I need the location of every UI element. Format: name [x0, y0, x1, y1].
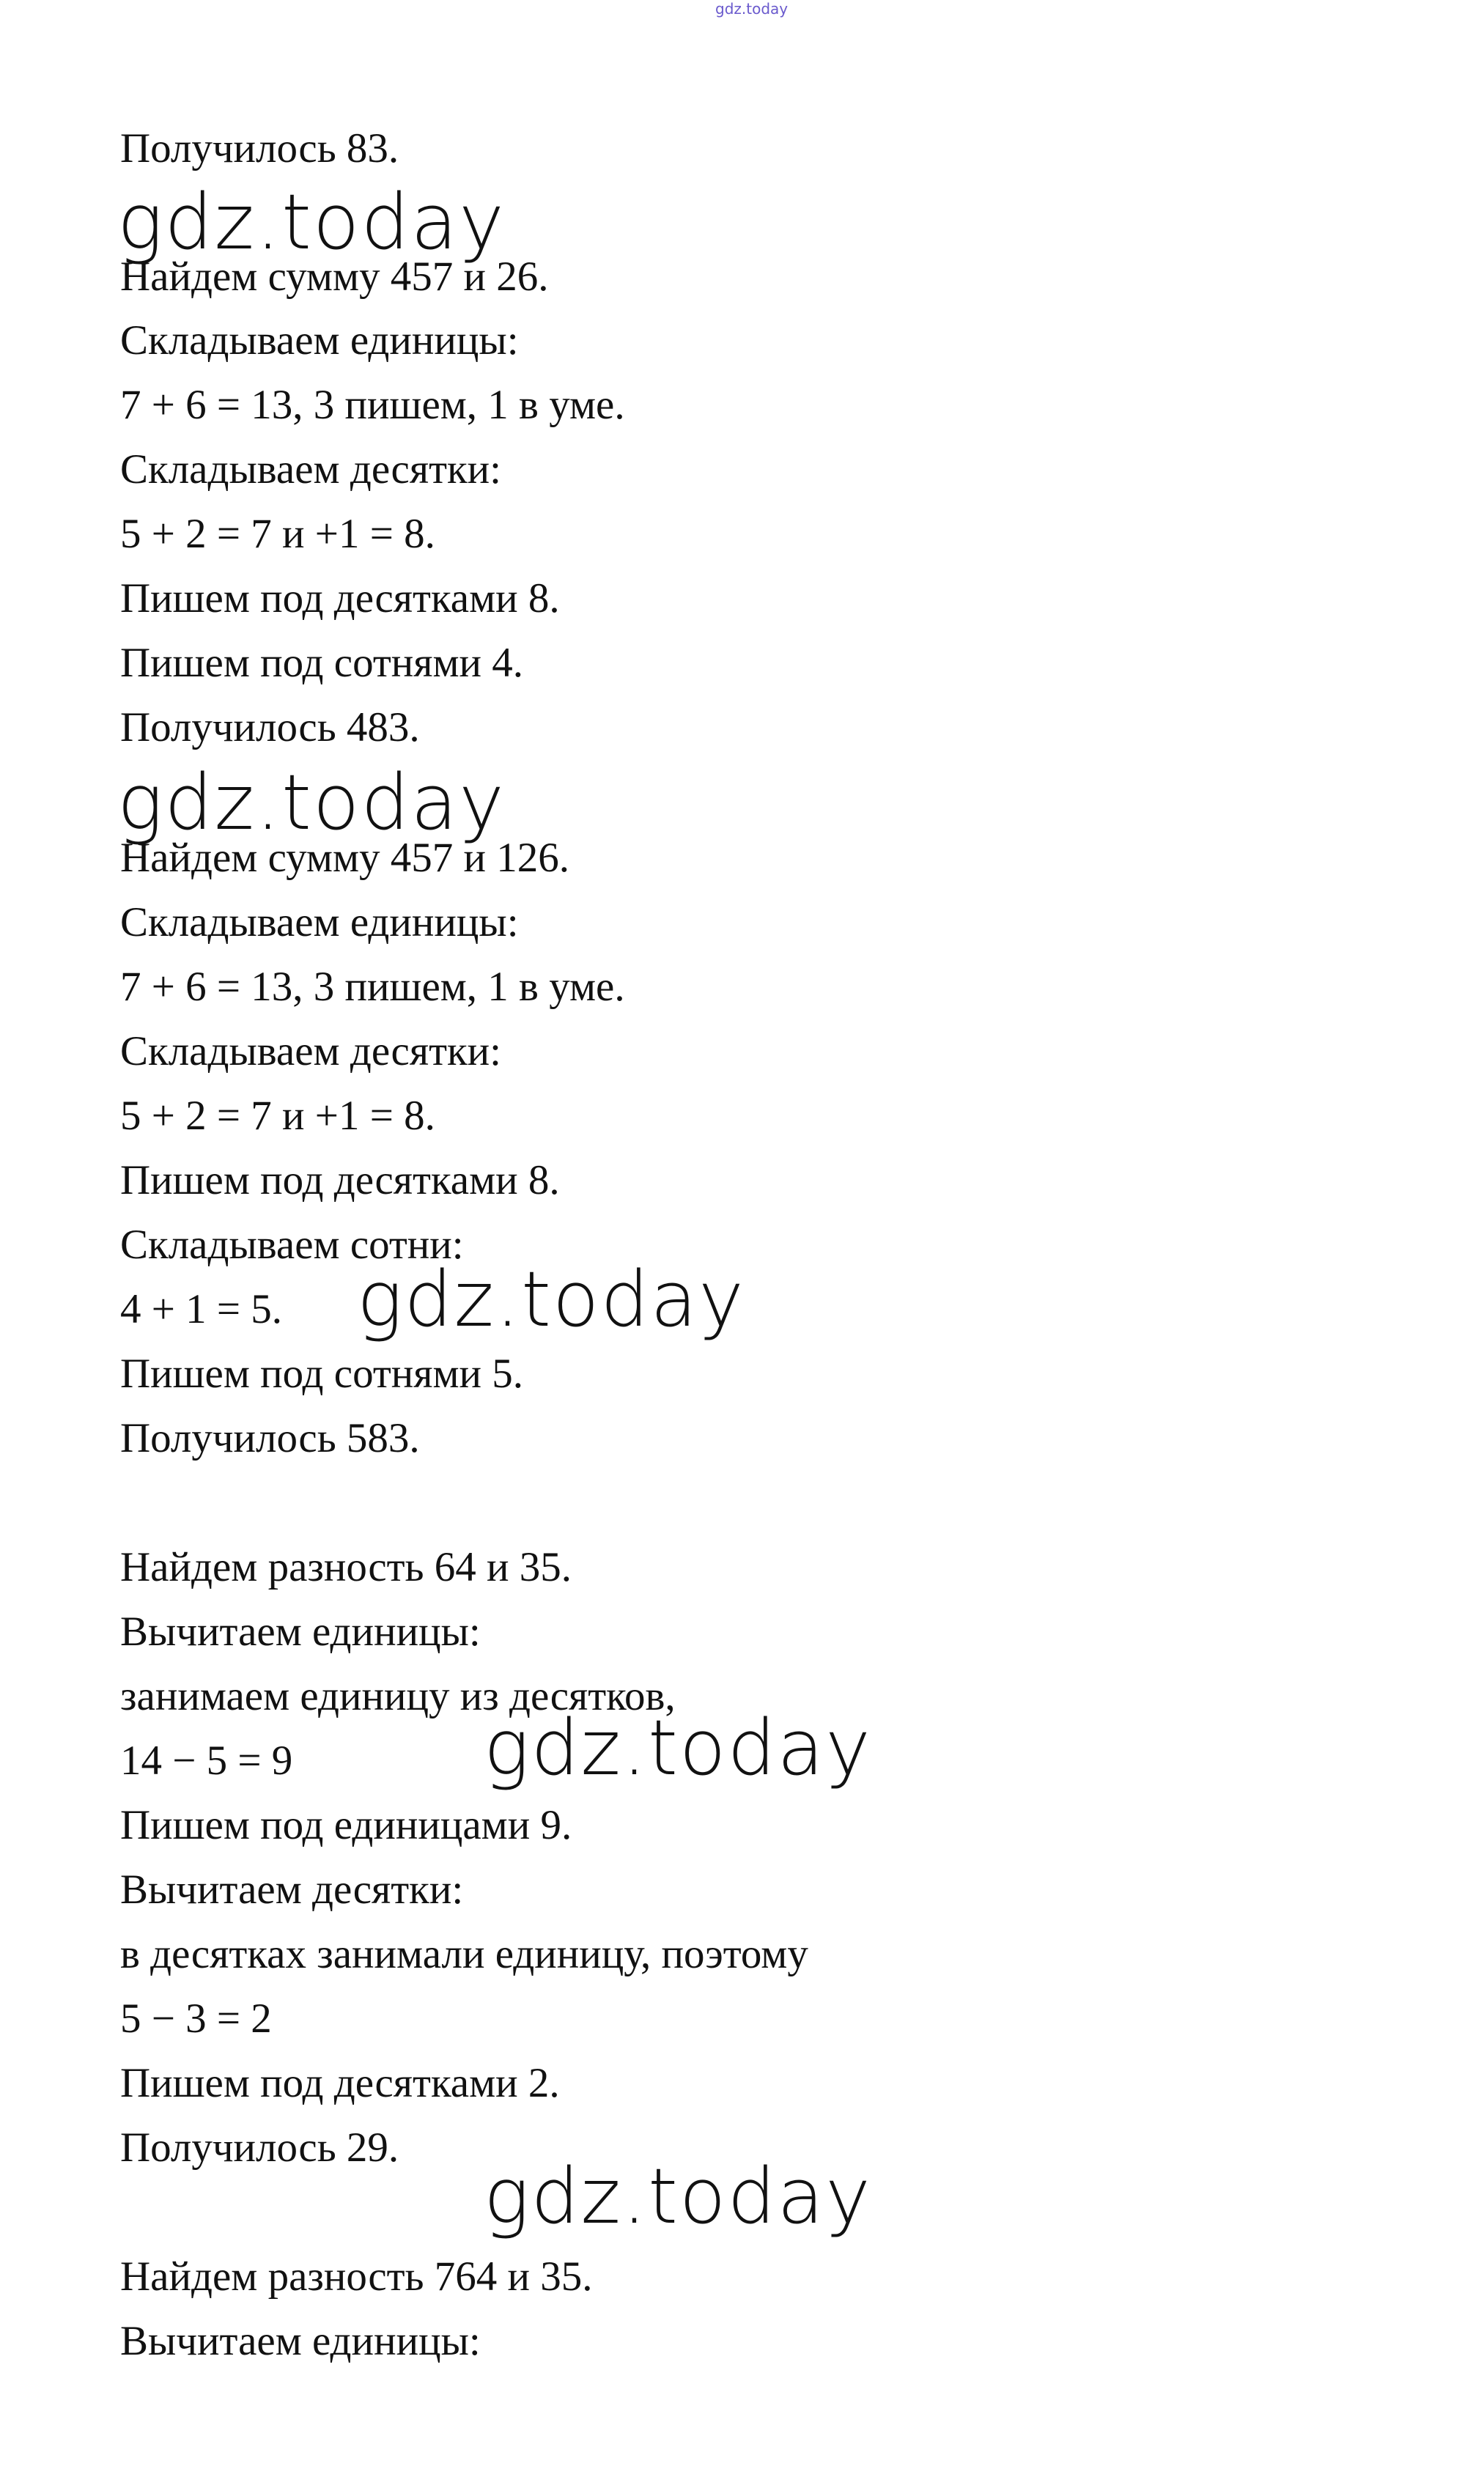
text-line: 5 − 3 = 2	[120, 1996, 272, 2042]
text-line: в десятках занимали единицу, поэтому	[120, 1931, 808, 1977]
watermark: gdz.today	[484, 1703, 872, 1793]
text-line: Пишем под сотнями 4.	[120, 640, 524, 686]
text-line: Пишем под сотнями 5.	[120, 1351, 524, 1397]
text-line: 4 + 1 = 5.	[120, 1286, 283, 1332]
text-line: 5 + 2 = 7 и +1 = 8.	[120, 511, 435, 557]
watermark: gdz.today	[117, 758, 506, 847]
text-line: 5 + 2 = 7 и +1 = 8.	[120, 1093, 435, 1139]
text-line: Вычитаем единицы:	[120, 2318, 481, 2364]
text-line: Найдем сумму 457 и 26.	[120, 254, 549, 300]
text-line: Пишем под десятками 8.	[120, 1157, 560, 1203]
text-line: 7 + 6 = 13, 3 пишем, 1 в уме.	[120, 382, 625, 428]
text-line: Складываем сотни:	[120, 1222, 464, 1268]
watermark: gdz.today	[357, 1255, 745, 1344]
text-line: Пишем под десятками 8.	[120, 575, 560, 621]
text-line: Складываем десятки:	[120, 1028, 502, 1074]
text-line: Найдем разность 764 и 35.	[120, 2253, 593, 2300]
text-line: Складываем единицы:	[120, 899, 519, 945]
watermark: gdz.today	[484, 2152, 872, 2241]
text-line: Найдем сумму 457 и 126.	[120, 835, 570, 881]
text-line: Складываем десятки:	[120, 446, 502, 492]
text-line: Получилось 583.	[120, 1415, 420, 1461]
text-line: Складываем единицы:	[120, 317, 519, 363]
watermark-top: gdz.today	[715, 0, 789, 18]
text-line: Найдем разность 64 и 35.	[120, 1544, 572, 1590]
text-line: занимаем единицу из десятков,	[120, 1673, 676, 1719]
text-line: Пишем под единицами 9.	[120, 1802, 572, 1848]
text-line: Пишем под десятками 2.	[120, 2060, 560, 2106]
watermark: gdz.today	[117, 177, 506, 267]
text-line: Получилось 29.	[120, 2124, 399, 2171]
text-line: Вычитаем десятки:	[120, 1867, 464, 1913]
text-line: 14 − 5 = 9	[120, 1738, 293, 1784]
text-line: 7 + 6 = 13, 3 пишем, 1 в уме.	[120, 964, 625, 1010]
text-line: Получилось 83.	[120, 125, 399, 171]
text-line: Вычитаем единицы:	[120, 1609, 481, 1655]
text-line: Получилось 483.	[120, 704, 420, 750]
